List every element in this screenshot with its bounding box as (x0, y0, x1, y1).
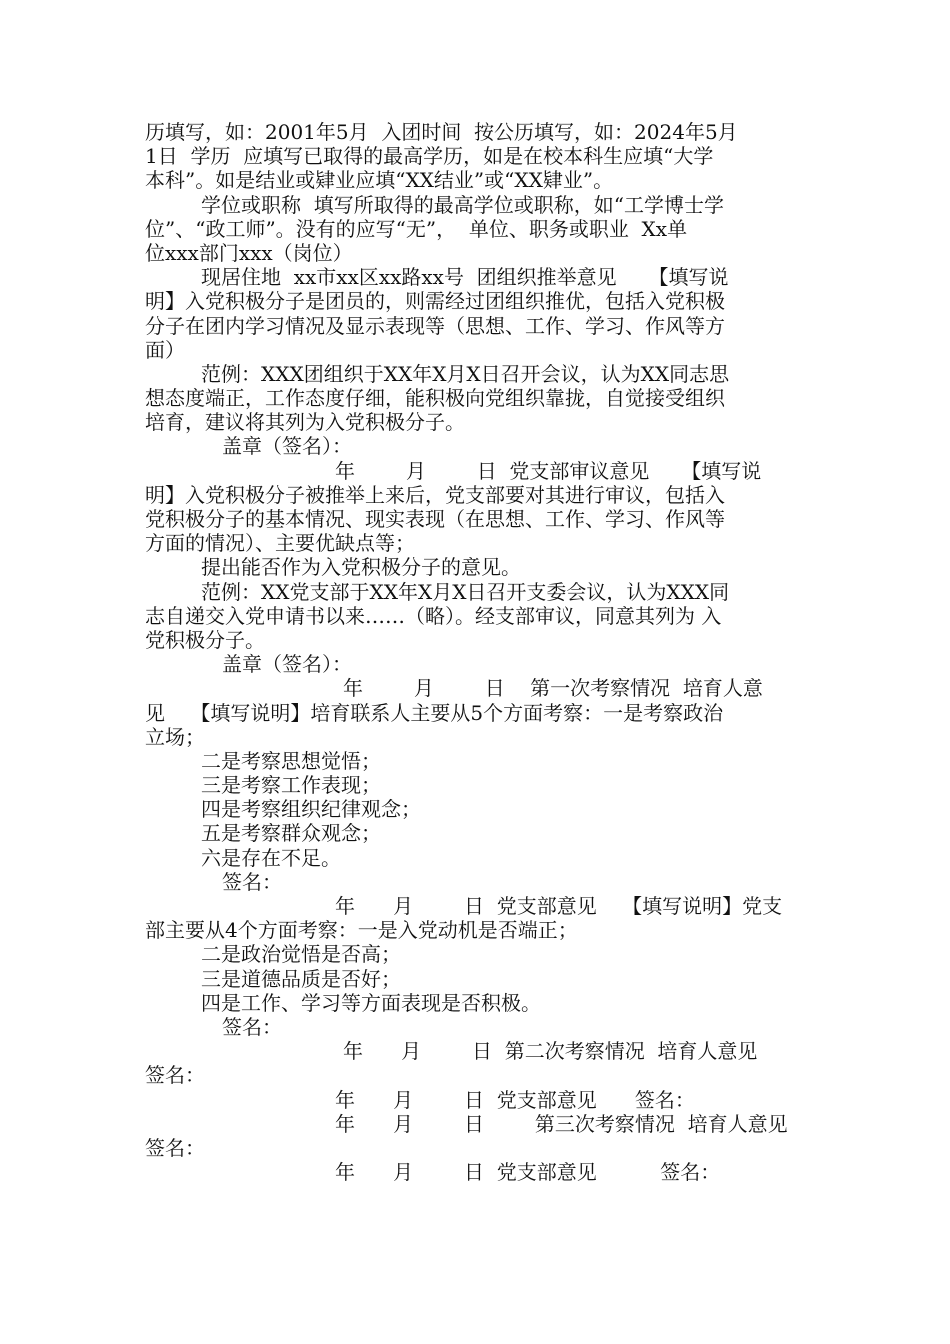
text-line: 想态度端正，工作态度仔细，能积极向党组织靠拢，自觉接受组织 (145, 386, 725, 411)
text-line: 签名： (145, 1063, 205, 1088)
text-line: 志自递交入党申请书以来……（略）。经支部审议，同意其列为 入 (145, 603, 722, 628)
text-line: 方面的情况）、主要优缺点等； (145, 531, 415, 556)
text-line: 1日 学历 应填写已取得的最高学历，如是在校本科生应填“大学 (145, 144, 714, 169)
text-line: 年 月 日 第一次考察情况 培育人意 (343, 676, 763, 701)
text-line: 三是考察工作表现； (201, 773, 381, 798)
text-line: 立场； (145, 724, 205, 749)
text-line: 明】入党积极分子被推举上来后，党支部要对其进行审议，包括入 (145, 482, 725, 507)
text-line: 明】入党积极分子是团员的，则需经过团组织推优，包括入党积极 (145, 289, 725, 314)
text-line: 盖章（签名）： (222, 652, 352, 677)
text-line: 范例：XX党支部于XX年X月X日召开支委会议，认为XXX同 (201, 579, 730, 604)
text-line: 提出能否作为入党积极分子的意见。 (201, 555, 521, 580)
text-line: 本科”。如是结业或肄业应填“XX结业”或“XX肄业”。 (145, 168, 614, 193)
text-line: 六是存在不足。 (201, 845, 341, 870)
text-line: 见 【填写说明】培育联系人主要从5个方面考察：一是考察政治 (145, 700, 724, 725)
text-line: 位”、“政工师”。没有的应写“无”， 单位、职务或职业 Xx单 (145, 216, 688, 241)
text-line: 年 月 日 党支部审议意见 【填写说 (335, 458, 762, 483)
text-line: 年 月 日 党支部意见 签名： (335, 1087, 695, 1112)
text-line: 四是工作、学习等方面表现是否积极。 (201, 990, 541, 1015)
text-line: 五是考察群众观念； (201, 821, 381, 846)
document-page (145, 120, 805, 1184)
text-line: 历填写，如：2001年5月 入团时间 按公历填写，如：2024年5月 (145, 120, 738, 144)
text-line: 年 月 日 党支部意见 签名： (335, 1160, 721, 1185)
text-line: 党积极分子。 (145, 627, 265, 652)
text-line: 二是政治觉悟是否高； (201, 942, 401, 967)
text-line: 位xxx部门xxx（岗位） (145, 240, 353, 265)
text-line: 年 月 日 第二次考察情况 培育人意见 (343, 1039, 758, 1064)
text-line: 分子在团内学习情况及显示表现等（思想、工作、学习、作风等方 (145, 313, 725, 338)
text-line: 签名： (145, 1135, 205, 1160)
text-line: 党积极分子的基本情况、现实表现（在思想、工作、学习、作风等 (145, 507, 725, 531)
text-line: 三是道德品质是否好； (201, 966, 401, 991)
text-line: 签名： (222, 869, 282, 894)
text-line: 部主要从4个方面考察：一是入党动机是否端正； (145, 918, 578, 943)
text-line: 二是考察思想觉悟； (201, 748, 381, 773)
text-line: 四是考察组织纪律观念； (201, 797, 421, 822)
text-line: 范例：XXX团组织于XX年X月X日召开会议，认为XX同志思 (201, 361, 730, 386)
text-line: 盖章（签名）： (222, 434, 352, 459)
text-line: 年 月 日 第三次考察情况 培育人意见 (335, 1111, 788, 1136)
text-line: 年 月 日 党支部意见 【填写说明】党支 (335, 894, 783, 918)
text-line: 面） (145, 337, 185, 362)
text-line: 培育，建议将其列为入党积极分子。 (145, 410, 465, 435)
text-line: 签名： (222, 1014, 282, 1039)
text-line: 现居住地 xx市xx区xx路xx号 团组织推举意见 【填写说 (201, 265, 729, 290)
text-line: 学位或职称 填写所取得的最高学位或职称，如“工学博士学 (201, 192, 724, 217)
